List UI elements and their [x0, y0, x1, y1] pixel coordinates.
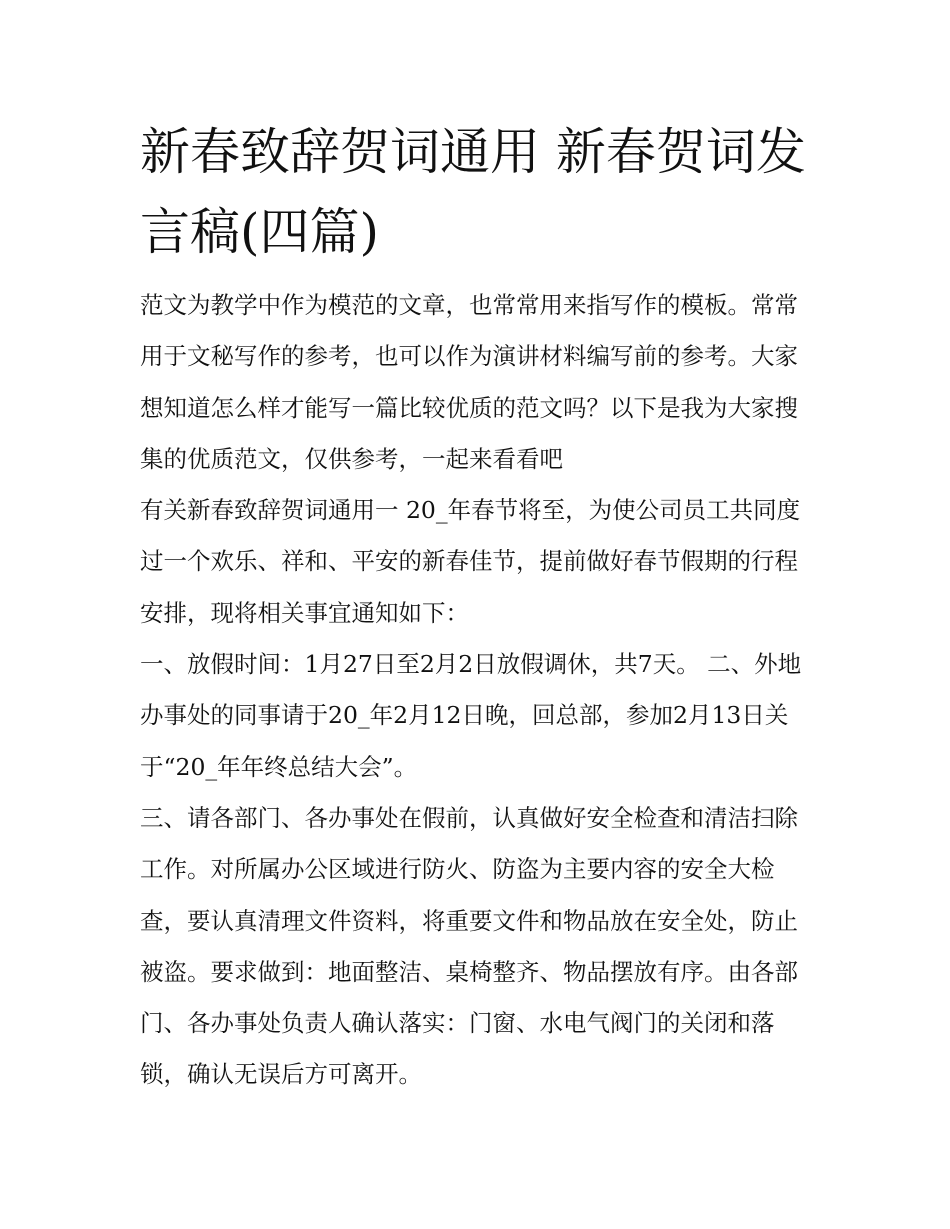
paragraph-holiday-time: 一、放假时间：1月27日至2月2日放假调休，共7天。 二、外地办事处的同事请于20_年2月12日晚，回总部，参加2月13日关于“20_年年终总结大会”。 [140, 650, 802, 781]
paragraph-intro: 范文为教学中作为模范的文章，也常常用来指写作的模板。常常用于文秘写作的参考，也可以作为演讲材料编写前的参考。大家想知道怎么样才能写一篇比较优质的范文吗？以下是我为大家搜集的优质范文，仅供参考，一起来看看吧 [140, 291, 798, 473]
paragraph-safety-check: 三、请各部门、各办事处在假前，认真做好安全检查和清洁扫除工作。对所属办公区域进行防火、防盗为主要内容的安全大检查，要认真清理文件资料，将重要文件和物品放在安全处，防止被盗。要求做到：地面整洁、桌椅整齐、物品摆放有序。由各部门、各办事处负责人确认落实：门窗、水电气阀门的关闭和落锁，确认无误后方可离开。 [140, 803, 798, 1089]
paragraph-notice: 有关新春致辞贺词通用一 20_年春节将至，为使公司员工共同度过一个欢乐、祥和、平安的新春佳节，提前做好春节假期的行程安排，现将相关事宜通知如下： [140, 496, 801, 627]
document-body [140, 280, 820, 1101]
document-title: 新春致辞贺词通用 新春贺词发言稿(四篇) [140, 123, 806, 261]
